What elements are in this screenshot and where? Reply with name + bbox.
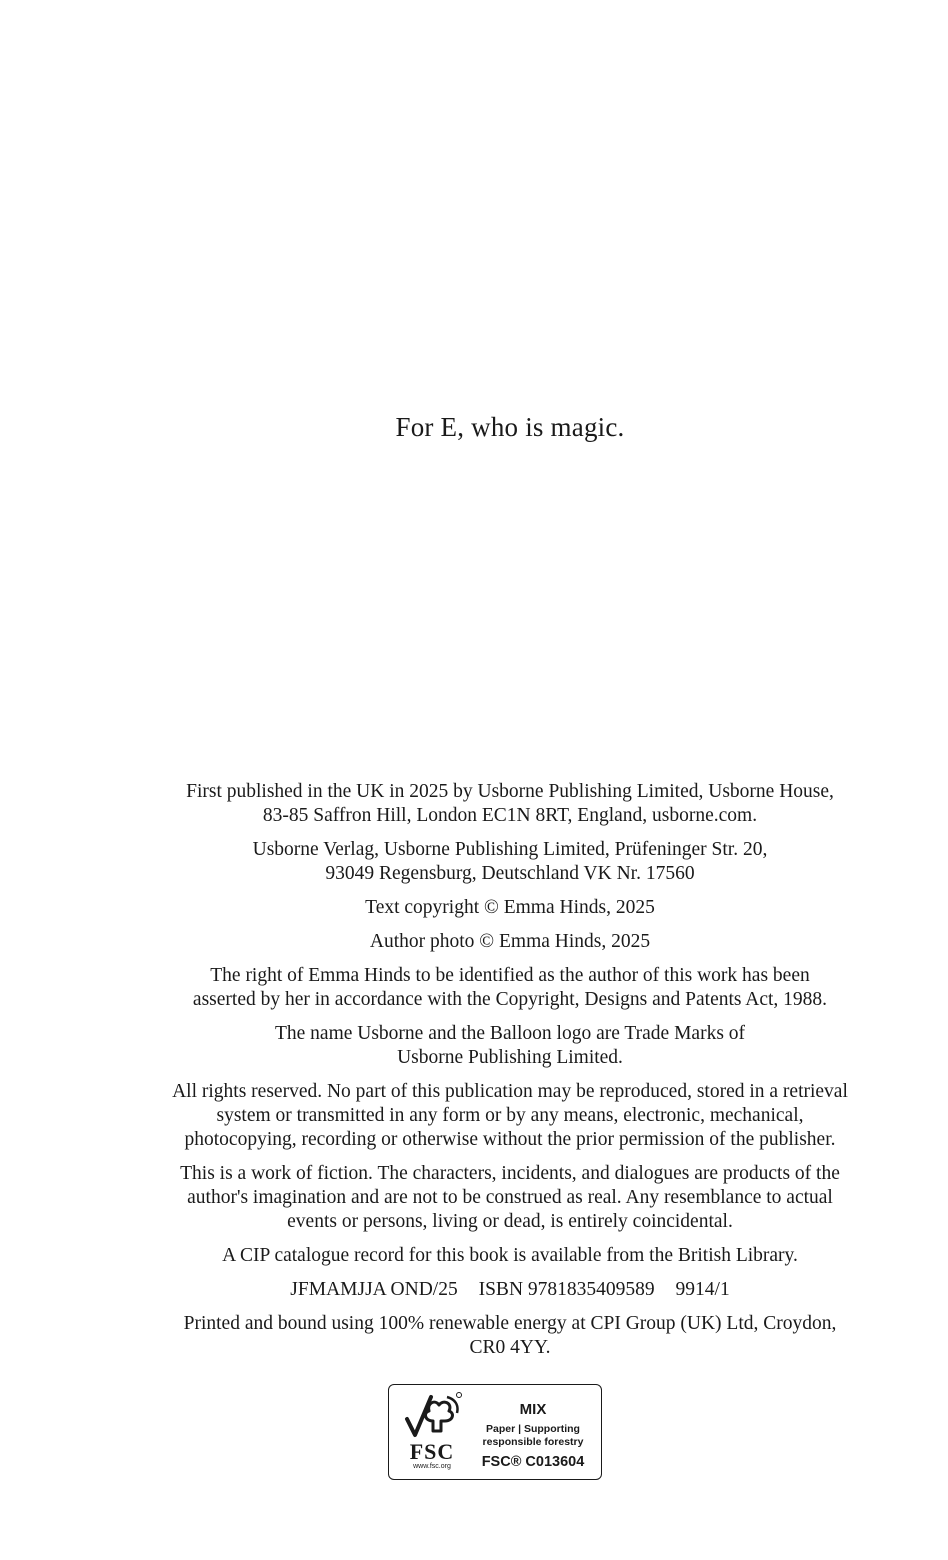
verlag-notice: Usborne Verlag, Usborne Publishing Limited, Prüfeninger Str. 20, 93049 Regensburg, Deutschland VK Nr. 17560 [252, 839, 768, 884]
text-copyright: Text copyright © Emma Hinds, 2025 [365, 897, 655, 918]
copyright-imprint [100, 780, 920, 1370]
fsc-tree-icon [401, 1391, 463, 1441]
moral-rights-notice: The right of Emma Hinds to be identified as the author of this work has been asserted by her in accordance with the Copyright, Designs and Patents Act, 1988. [192, 965, 828, 1010]
fsc-claim [469, 1391, 597, 1470]
edition-code: 9914/1 [675, 1279, 730, 1300]
cip-notice: A CIP catalogue record for this book is available from the British Library. [222, 1245, 798, 1266]
fsc-description: Paper | Supporting responsible forestry [482, 1423, 584, 1448]
print-code: JFMAMJJA OND/25 [290, 1279, 458, 1300]
fsc-label [388, 1384, 602, 1480]
fsc-mix: MIX [519, 1401, 547, 1418]
fsc-wordmark: FSC [409, 1439, 455, 1464]
first-published-notice: First published in the UK in 2025 by Usborne Publishing Limited, Usborne House, 83-85 Saffron Hill, London EC1N 8RT, England, usborne.com. [186, 781, 834, 826]
fiction-disclaimer: This is a work of fiction. The characters, incidents, and dialogues are products of the author's imagination and are not to be construed as real. Any resemblance to actual events or persons, living or dead, is entirely coincidental. [180, 1163, 840, 1232]
printer-notice: Printed and bound using 100% renewable energy at CPI Group (UK) Ltd, Croydon, CR0 4YY. [183, 1313, 837, 1358]
dedication: For E, who is magic. [395, 412, 625, 442]
trademark-notice: The name Usborne and the Balloon logo are Trade Marks of Usborne Publishing Limited. [274, 1023, 746, 1068]
fsc-logo [397, 1389, 467, 1475]
photo-copyright: Author photo © Emma Hinds, 2025 [369, 931, 651, 952]
print-codes [100, 1278, 920, 1302]
fsc-license-code: FSC® C013604 [481, 1454, 585, 1470]
isbn: ISBN 9781835409589 [478, 1279, 655, 1300]
rights-reserved-notice: All rights reserved. No part of this publication may be reproduced, stored in a retrieval system or transmitted in any form or by any means, electronic, mechanical, photocopying, recording or otherwise without the prior permission of the publisher. [172, 1081, 848, 1150]
fsc-url: www.fsc.org [413, 1463, 451, 1470]
